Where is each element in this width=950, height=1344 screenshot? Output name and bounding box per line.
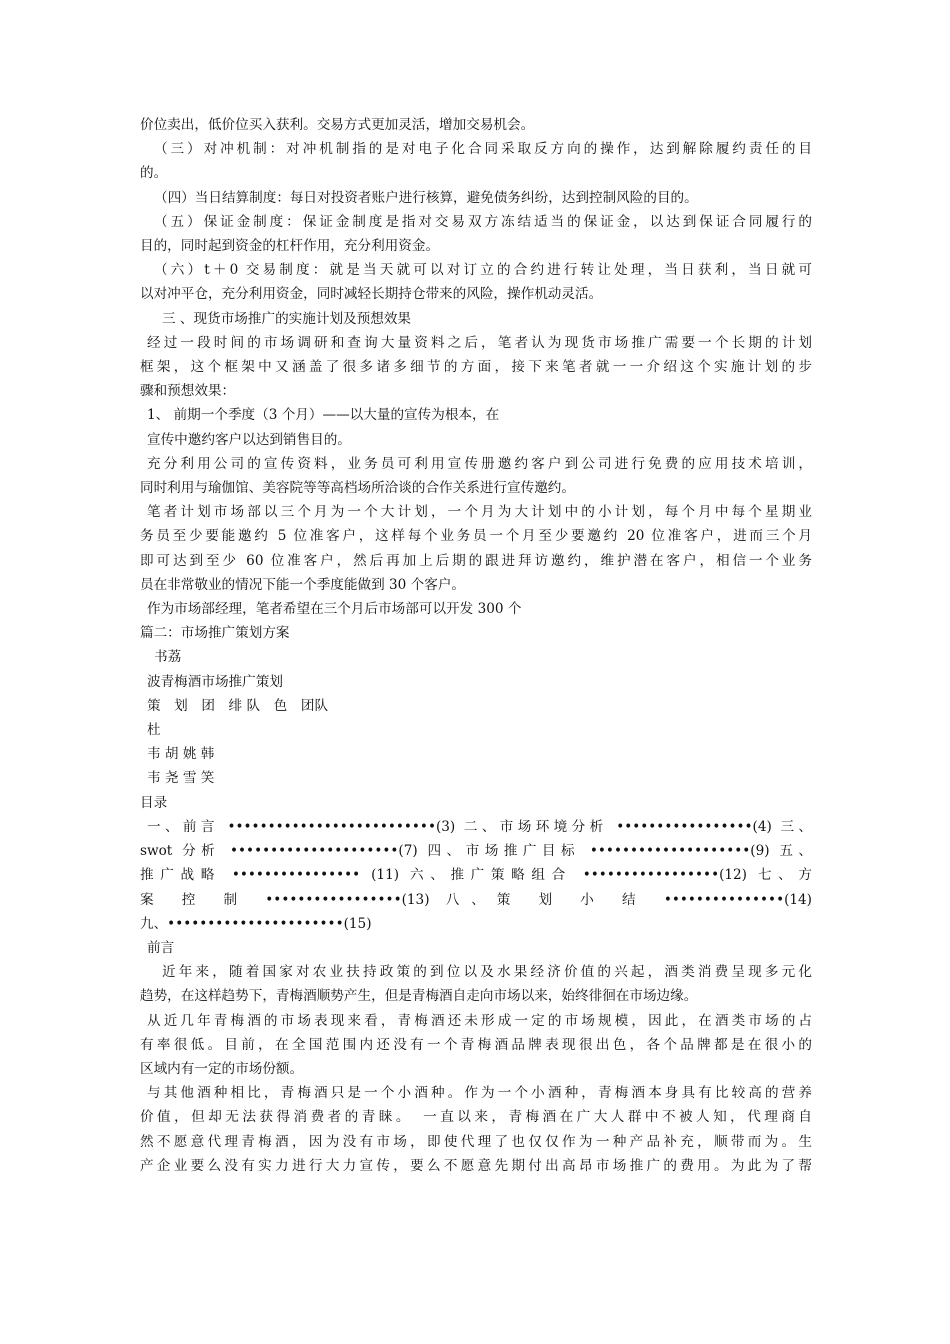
text-line: 务员至少要能邀约 5 位准客户，这样每个业务员一个月至少要邀约 20 位准客户，进而三个月	[140, 528, 812, 545]
section-heading: 前言	[147, 939, 175, 956]
plan-title: 波青梅酒市场推广策划	[147, 673, 283, 690]
toc-heading: 目录	[140, 794, 168, 811]
text-line: 员在非常敬业的情况下能一个季度能做到 30 个客户。	[140, 576, 466, 593]
text-line: 价值，但却无法获得消费者的青睐。 一直以来，青梅酒在广大人群中不被人知，代理商自	[140, 1109, 812, 1126]
part-heading: 篇二：市场推广策划方案	[140, 625, 290, 642]
text-line: 宣传中邀约客户以达到销售目的。	[147, 431, 351, 448]
text-line: 产企业要么没有实力进行大力宣传，要么不愿意先期付出高昂市场推广的费用。为此为了帮	[140, 1157, 812, 1174]
text-line: 韦 尧 雪 笑	[147, 770, 215, 787]
toc-line: 案 控 制 •••••••••••••••••(13) 八、策 划 小 结 •••••••••••••••(14)	[140, 891, 812, 908]
text-line: （六）t＋0 交易制度：就是当天就可以对订立的合约进行转让处理，当日获利，当日就可	[154, 262, 812, 279]
text-line: 笔者计划市场部以三个月为一个大计划，一个月为大计划中的小计划，每个月中每个星期业	[147, 504, 812, 521]
text-line: 从近几年青梅酒的市场表现来看，青梅酒还未形成一定的市场规模，因此，在酒类市场的占	[147, 1012, 812, 1029]
text-line: 区域内有一定的市场份额。	[140, 1060, 304, 1077]
text-line: 然不愿意代理青梅酒，因为没有市场，即使代理了也仅仅作为一种产品补充，顺带而为。生	[140, 1133, 812, 1150]
text-line: 与其他酒种相比，青梅酒只是一个小酒种。作为一个小酒种，青梅酒本身具有比较高的营养	[147, 1085, 812, 1102]
toc-line: 推广战略 •••••••••••••••• (11) 六、推广策略组合 •••••••••••••••••(12) 七、方	[140, 867, 812, 884]
text-line: 同时利用与瑜伽馆、美容院等等高档场所洽谈的合作关系进行宣传邀约。	[140, 480, 575, 497]
section-heading: 三 、现货市场推广的实施计划及预想效果	[162, 310, 412, 327]
text-line: 近年来，随着国家对农业扶持政策的到位以及水果经济价值的兴起，酒类消费呈现多元化	[162, 964, 812, 981]
text-line: 充分利用公司的宣传资料，业务员可利用宣传册邀约客户到公司进行免费的应用技术培训，	[147, 455, 812, 472]
toc-line: 九、••••••••••••••••••••••(15)	[140, 915, 372, 932]
toc-line: 一、前言 ••••••••••••••••••••••••••(3) 二、市场环境分析 •••••••••••••••••(4) 三、	[147, 818, 812, 835]
text-line: 价位卖出，低价位买入获利。交易方式更加灵活，增加交易机会。	[140, 117, 535, 133]
text-line: 的。	[140, 165, 168, 182]
text-line: 趋势，在这样趋势下，青梅酒顺势产生，但是青梅酒自走向市场以来，始终徘徊在市场边缘。	[140, 988, 698, 1005]
text-line: 杜	[147, 722, 161, 739]
text-line: 有率很低。目前，在全国范围内还没有一个青梅酒品牌表现很出色，各个品牌都是在很小的	[140, 1036, 812, 1053]
text-line: 作为市场部经理，笔者希望在三个月后市场部可以开发 300 个	[147, 601, 522, 618]
text-line: 框架，这个框架中又涵盖了很多诸多细节的方面，接下来笔者就一一介绍这个实施计划的步	[140, 359, 812, 376]
text-line: 策 划 团 绯 队 色 团队	[147, 697, 329, 714]
document-page	[140, 113, 812, 1178]
text-line: 以对冲平仓，充分利用资金，同时减轻长期持仓带来的风险，操作机动灵活。	[140, 286, 603, 303]
text-line: 目的，同时起到资金的杠杆作用，充分利用资金。	[140, 238, 440, 255]
text-line: 书荔	[154, 649, 182, 666]
text-line: 1、 前期一个季度（3 个月）——以大量的宣传为根本，在	[147, 407, 500, 424]
text-line: （三）对冲机制：对冲机制指的是对电子化合同采取反方向的操作，达到解除履约责任的目	[154, 141, 812, 158]
toc-line: swot 分析 •••••••••••••••••••••(7) 四、市场推广目标 ••••••••••••••••••••(9) 五、	[140, 843, 812, 860]
text-line: 骤和预想效果：	[140, 383, 236, 400]
text-line: 即可达到至少 60 位准客户，然后再加上后期的跟进拜访邀约，维护潜在客户，相信一个业务	[140, 552, 812, 569]
text-line: 经过一段时间的市场调研和查询大量资料之后，笔者认为现货市场推广需要一个长期的计划	[147, 334, 812, 351]
text-line: 韦 胡 姚 韩	[147, 746, 215, 763]
text-line: （五）保证金制度：保证金制度是指对交易双方冻结适当的保证金，以达到保证合同履行的	[154, 213, 812, 230]
text-line: （四）当日结算制度：每日对投资者账户进行核算，避免债务纠纷，达到控制风险的目的。	[154, 189, 698, 206]
